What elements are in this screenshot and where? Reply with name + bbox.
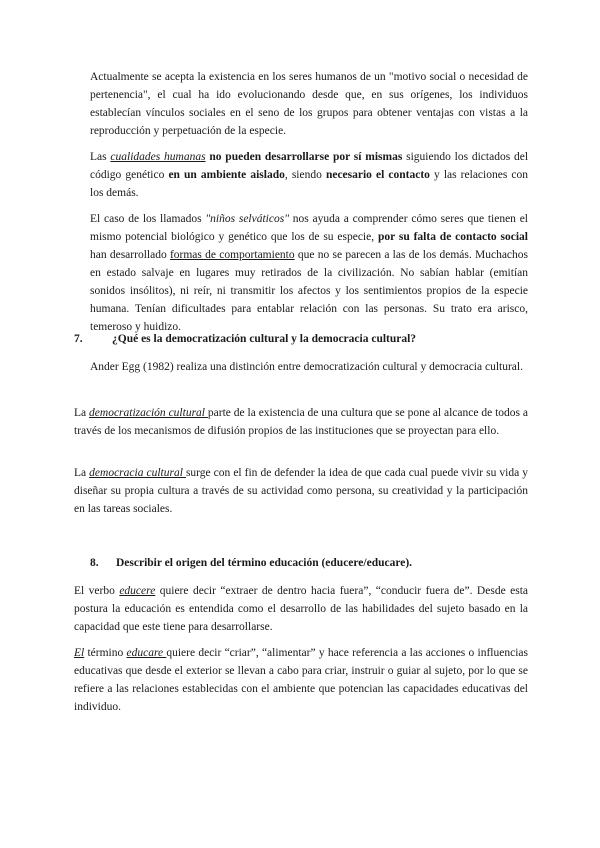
underlined-term: educere (119, 585, 156, 597)
underlined-term: cualidades humanas (110, 151, 206, 163)
text-run: nos ayuda a comprender cómo seres que tienen el mismo potencial biológico y genético que los de su especie, (90, 213, 528, 243)
text-run: siguiendo los dictados del código genético (90, 151, 529, 181)
underlined-term: formas de comportamiento (169, 249, 295, 261)
bold-phrase: necesario el contacto (325, 169, 430, 181)
paragraph-cualidades-humanas (90, 148, 528, 202)
paragraph-educare (74, 644, 528, 716)
underlined-term: educare (126, 647, 167, 659)
underlined-term: democracia cultural (89, 467, 186, 479)
heading-question-7 (74, 330, 416, 348)
heading-number: 8. (90, 557, 99, 569)
text-run: El verbo (74, 585, 120, 597)
bold-phrase: no pueden desarrollarse por sí mismas (209, 151, 403, 163)
paragraph-educere (74, 582, 528, 636)
paragraph-text: Ander Egg (1982) realiza una distinción entre democratización cultural y democracia cultural. (90, 361, 523, 373)
italic-term: "niños selváticos" (205, 213, 290, 225)
paragraph-motivo-social (90, 68, 528, 140)
text-run: quiere decir “extraer de dentro hacia fuera”, “conducir fuera de”. Desde esta postura la educación es entendida como el desarrollo de las habilidades del sujeto basado en la capacidad que este tiene para desarrollarse. (74, 585, 529, 633)
text-run: , siendo (284, 169, 326, 181)
paragraph-ninos-selvaticos (90, 210, 528, 336)
heading-number: 7. (74, 333, 83, 345)
text-run: y las relaciones con los demás. (90, 169, 528, 199)
bold-phrase: por su falta de contacto social (377, 231, 528, 243)
paragraph-text: Actualmente se acepta la existencia en los seres humanos de un "motivo social o necesidad de pertenencia", el cual ha ido evolucionando desde que, en sus orígenes, los individuos establecían vínculos sociales en el seno de los grupos para obtener ventajas con vistas a la reproducción y perpetuación de la especie. (90, 71, 528, 137)
text-run: surge con el fin de defender la idea de que cada cual puede vivir su vida y diseñar su propia cultura a través de su actividad como persona, su creatividad y la participación en las tareas sociales. (74, 467, 529, 515)
text-run: quiere decir “criar”, “alimentar” y hace referencia a las acciones o influencias educativas que desde el exterior se llevan a cabo para criar, instruir o guiar al sujeto, por lo que se refiere a las relaciones establecidas con el ambiente que potencian las capacidades educativas del individuo. (74, 647, 528, 713)
paragraph-ander-egg (90, 358, 528, 376)
underlined-term: democratización cultural (89, 407, 208, 419)
text-run: término (84, 647, 127, 659)
heading-question-8 (90, 554, 412, 572)
paragraph-democratizacion-cultural (74, 404, 528, 440)
text-run: El caso de los llamados (90, 213, 206, 225)
heading-title: Describir el origen del término educación (educere/educare). (116, 557, 413, 569)
underlined-term: El (74, 647, 85, 659)
text-run: han desarrollado (90, 249, 170, 261)
text-run: parte de la existencia de una cultura que se pone al alcance de todos a través de los mecanismos de difusión propios de las instituciones que se proyectan para ello. (74, 407, 529, 437)
text-run: que no se parecen a las de los demás. Muchachos en estado salvaje en lugares muy retirados de la civilización. No sabían hablar (emitían sonidos insólitos), ni reír, ni transmitir los afectos y los sentimientos propios de la especie humana. Tenían dificultades para entablar relación con las personas. Su trato era arisco, temeroso y huidizo. (90, 249, 528, 333)
heading-title: ¿Qué es la democratización cultural y la democracia cultural? (112, 333, 417, 345)
text-run: Las (90, 151, 111, 163)
bold-phrase: en un ambiente aislado (168, 169, 285, 181)
text-run: La (74, 467, 90, 479)
text-run: La (74, 407, 90, 419)
paragraph-democracia-cultural (74, 464, 528, 518)
